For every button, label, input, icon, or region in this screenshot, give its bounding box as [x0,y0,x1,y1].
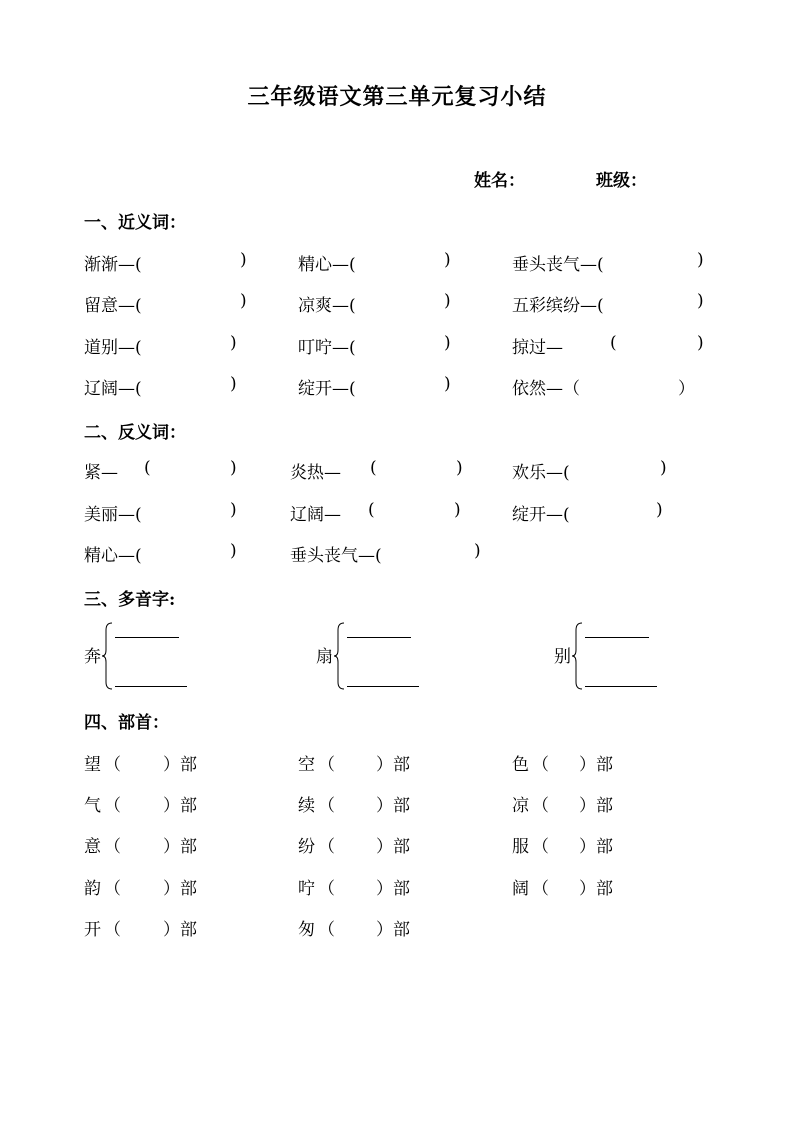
antonym-3-close: ) [660,458,667,478]
answer-line [585,686,657,687]
radical-close: ）部 [163,837,197,857]
antonym-5-label: 辽阔— [290,505,341,525]
class-label: 班级： [596,171,647,191]
radical-open: （ [318,796,335,816]
radical-char: 气 [84,796,101,816]
answer-line [347,637,411,638]
antonym-7-label: 精心—( [84,546,142,566]
radical-open: （ [318,920,335,940]
synonym-1-label: 渐渐—( [84,255,142,275]
radical-close: ）部 [163,879,197,899]
synonym-10-close: ) [230,374,237,394]
synonym-8-close: ) [444,333,451,353]
antonym-2-open: ( [370,458,377,478]
radical-open: （ [532,837,549,857]
section-polyphones-heading: 三、多音字: [84,590,176,610]
synonym-7-close: ) [230,333,237,353]
synonym-10-label: 辽阔—( [84,379,142,399]
radical-open: （ [318,837,335,857]
synonym-5-close: ) [444,291,451,311]
antonym-3-label: 欢乐—( [512,463,570,483]
antonym-1-close: ) [230,458,237,478]
synonym-3-label: 垂头丧气—( [512,255,604,275]
antonym-8-close: ) [474,541,481,561]
synonym-3-close: ) [697,250,704,270]
antonym-6-close: ) [656,500,663,520]
polyphone-char: 别 [554,647,571,667]
radical-close: ）部 [163,755,197,775]
synonym-12-label: 依然—（ [512,379,580,399]
synonym-1-close: ) [240,250,247,270]
radical-char: 望 [84,755,101,775]
synonym-8-label: 叮咛—( [298,338,356,358]
antonym-2-label: 炎热— [290,463,341,483]
radical-open: （ [532,879,549,899]
radical-close: ）部 [163,796,197,816]
page-title: 三年级语文第三单元复习小结 [247,84,547,110]
radical-char: 色 [512,755,529,775]
answer-line [347,686,419,687]
synonym-2-label: 精心—( [298,255,356,275]
synonym-12-close: ） [678,379,695,399]
radical-open: （ [104,796,121,816]
radical-open: （ [104,879,121,899]
brace-icon [334,622,346,690]
synonym-9-label: 掠过— [512,338,563,358]
radical-char: 匆 [298,920,315,940]
name-label: 姓名： [474,171,525,191]
section-radicals-heading: 四、部首： [84,713,169,733]
radical-char: 凉 [512,796,529,816]
antonym-4-close: ) [230,500,237,520]
antonym-5-close: ) [454,500,461,520]
antonym-8-label: 垂头丧气—( [290,546,382,566]
radical-close: ）部 [376,755,410,775]
radical-close: ）部 [579,837,613,857]
synonym-6-close: ) [697,291,704,311]
radical-open: （ [318,879,335,899]
brace-icon [572,622,584,690]
antonym-1-open: ( [144,458,151,478]
radical-char: 服 [512,837,529,857]
brace-icon [102,622,114,690]
section-synonyms-heading: 一、近义词： [84,213,186,233]
radical-close: ）部 [376,796,410,816]
antonym-6-label: 绽开—( [512,505,570,525]
polyphone-char: 扇 [316,647,333,667]
radical-close: ）部 [579,796,613,816]
radical-char: 阔 [512,879,529,899]
radical-close: ）部 [579,879,613,899]
radical-open: （ [104,837,121,857]
synonym-2-close: ) [444,250,451,270]
radical-close: ）部 [579,755,613,775]
answer-line [115,637,179,638]
antonym-4-label: 美丽—( [84,505,142,525]
synonym-6-label: 五彩缤纷—( [512,296,604,316]
synonym-11-label: 绽开—( [298,379,356,399]
radical-open: （ [532,755,549,775]
radical-open: （ [104,920,121,940]
radical-char: 空 [298,755,315,775]
radical-close: ）部 [163,920,197,940]
synonym-4-close: ) [240,291,247,311]
synonym-11-close: ) [444,374,451,394]
polyphone-char: 奔 [84,647,101,667]
antonym-1-label: 紧— [84,463,118,483]
answer-line [585,637,649,638]
radical-char: 纷 [298,837,315,857]
section-antonyms-heading: 二、反义词： [84,423,186,443]
radical-open: （ [532,796,549,816]
radical-close: ）部 [376,837,410,857]
radical-char: 咛 [298,879,315,899]
synonym-4-label: 留意—( [84,296,142,316]
synonym-5-label: 凉爽—( [298,296,356,316]
radical-char: 意 [84,837,101,857]
radical-open: （ [318,755,335,775]
synonym-9-open: ( [610,333,617,353]
antonym-2-close: ) [456,458,463,478]
radical-close: ）部 [376,879,410,899]
antonym-5-open: ( [368,500,375,520]
antonym-7-close: ) [230,541,237,561]
radical-char: 开 [84,920,101,940]
synonym-7-label: 道别—( [84,338,142,358]
answer-line [115,686,187,687]
radical-char: 续 [298,796,315,816]
radical-char: 韵 [84,879,101,899]
radical-open: （ [104,755,121,775]
synonym-9-close: ) [697,333,704,353]
radical-close: ）部 [376,920,410,940]
